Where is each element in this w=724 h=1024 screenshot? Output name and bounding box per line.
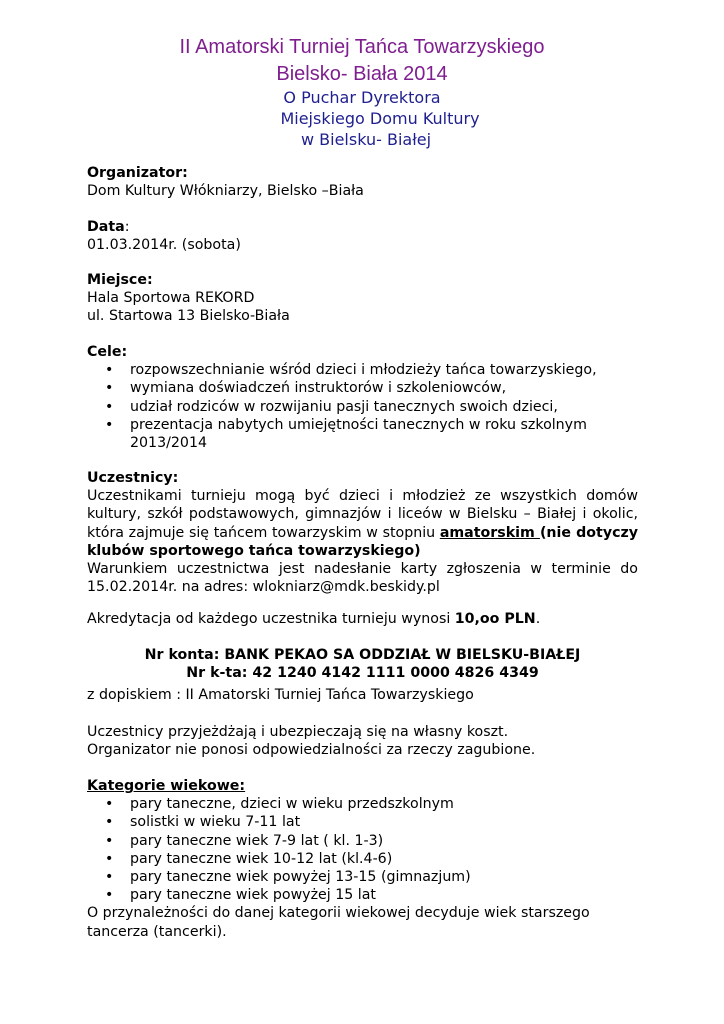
document-subtitle-line2: Miejskiego Domu Kultury [280, 109, 480, 128]
document-title-line2: Bielsko- Biała 2014 [276, 63, 448, 85]
bank-section [87, 646, 638, 705]
list-item: • pary taneczne, dzieci w wieku przedszkolnym [87, 795, 638, 813]
place-label: Miejsce: [87, 272, 153, 288]
list-item: • rozpowszechnianie wśród dzieci i młodzieży tańca towarzyskiego, [87, 361, 638, 379]
organizer-label: Organizator: [87, 165, 188, 181]
bank-account-line1: Nr konta: BANK PEKAO SA ODDZIAŁ W BIELSKU-BIAŁEJ [144, 647, 581, 663]
categories-list [87, 795, 638, 904]
document-subtitle-line1: O Puchar Dyrektora [283, 88, 441, 107]
info-line1: Uczestnicy przyjeżdżają i ubezpieczają się na własny koszt. [87, 724, 509, 740]
document-title-line1: II Amatorski Turniej Tańca Towarzyskiego [179, 36, 545, 58]
document-subtitle-line3: w Bielsku- Białej [300, 130, 432, 149]
list-item: • pary taneczne wiek 10-12 lat (kl.4-6) [87, 850, 638, 868]
organizer-value: Dom Kultury Włókniarzy, Bielsko –Biała [87, 183, 364, 200]
place-line2: ul. Startowa 13 Bielsko-Biała [87, 308, 290, 325]
bank-note: z dopiskiem : II Amatorski Turniej Tańca Towarzyskiego [87, 687, 474, 704]
participants-level: amatorskim [439, 524, 540, 541]
list-item: • prezentacja nabytych umiejętności tanecznych w roku szkolnym 2013/2014 [87, 416, 638, 452]
place-line1: Hala Sportowa REKORD [87, 290, 255, 307]
participants-label: Uczestnicy: [87, 470, 179, 486]
fee-end: . [535, 611, 541, 627]
participants-text-start: Uczestnikami turnieju mogą być dzieci i młodzież ze wszystkich domów kultury, szkół podstawowych, gimnazjów i liceów w Bielsku – Białej i okolic, która zajmuje się tańcem towarzyskim w stopniu [87, 488, 638, 541]
list-item: • solistki w wieku 7-11 lat [87, 813, 638, 831]
list-item: • pary taneczne wiek powyżej 13-15 (gimnazjum) [87, 868, 638, 886]
list-item: • udział rodziców w rozwijaniu pasji tanecznych swoich dzieci, [87, 398, 638, 416]
bank-account-line2: Nr k-ta: 42 1240 4142 1111 0000 4826 4349 [186, 665, 539, 682]
goals-list [87, 361, 638, 452]
categories-section [87, 777, 638, 941]
goals-label: Cele: [87, 344, 128, 360]
fee-line [87, 610, 638, 628]
date-section [87, 218, 638, 254]
fee-amount: 10,oo PLN [454, 611, 536, 627]
participants-exclusion: (nie dotyczy klubów sportowego tańca towarzyskiego) [87, 524, 638, 559]
participants-section [87, 469, 638, 596]
organizer-section [87, 164, 638, 200]
info-section [87, 723, 638, 759]
goals-section [87, 343, 638, 452]
date-colon: : [124, 219, 130, 235]
fee-section [87, 610, 638, 628]
info-line2: Organizator nie ponosi odpowiedzialności za rzeczy zagubione. [87, 742, 536, 759]
date-value: 01.03.2014r. (sobota) [87, 237, 241, 254]
participants-condition [87, 560, 638, 596]
participants-text [87, 487, 638, 560]
date-label: Data [87, 219, 125, 235]
place-section [87, 271, 638, 326]
list-item: • pary taneczne wiek powyżej 15 lat [87, 886, 638, 904]
categories-label: Kategorie wiekowe: [87, 778, 246, 794]
categories-footer: O przynależności do danej kategorii wiekowej decyduje wiek starszego tancerza (tancerki). [87, 905, 590, 940]
list-item: • wymiana doświadczeń instruktorów i szkoleniowców, [87, 379, 638, 397]
list-item: • pary taneczne wiek 7-9 lat ( kl. 1-3) [87, 832, 638, 850]
fee-text: Akredytacja od każdego uczestnika turnieju wynosi [87, 611, 455, 627]
participants-condition-text: Warunkiem uczestnictwa jest nadesłanie karty zgłoszenia w terminie do 15.02.2014r. na adres: wlokniarz@mdk.beskidy.pl [87, 561, 638, 596]
